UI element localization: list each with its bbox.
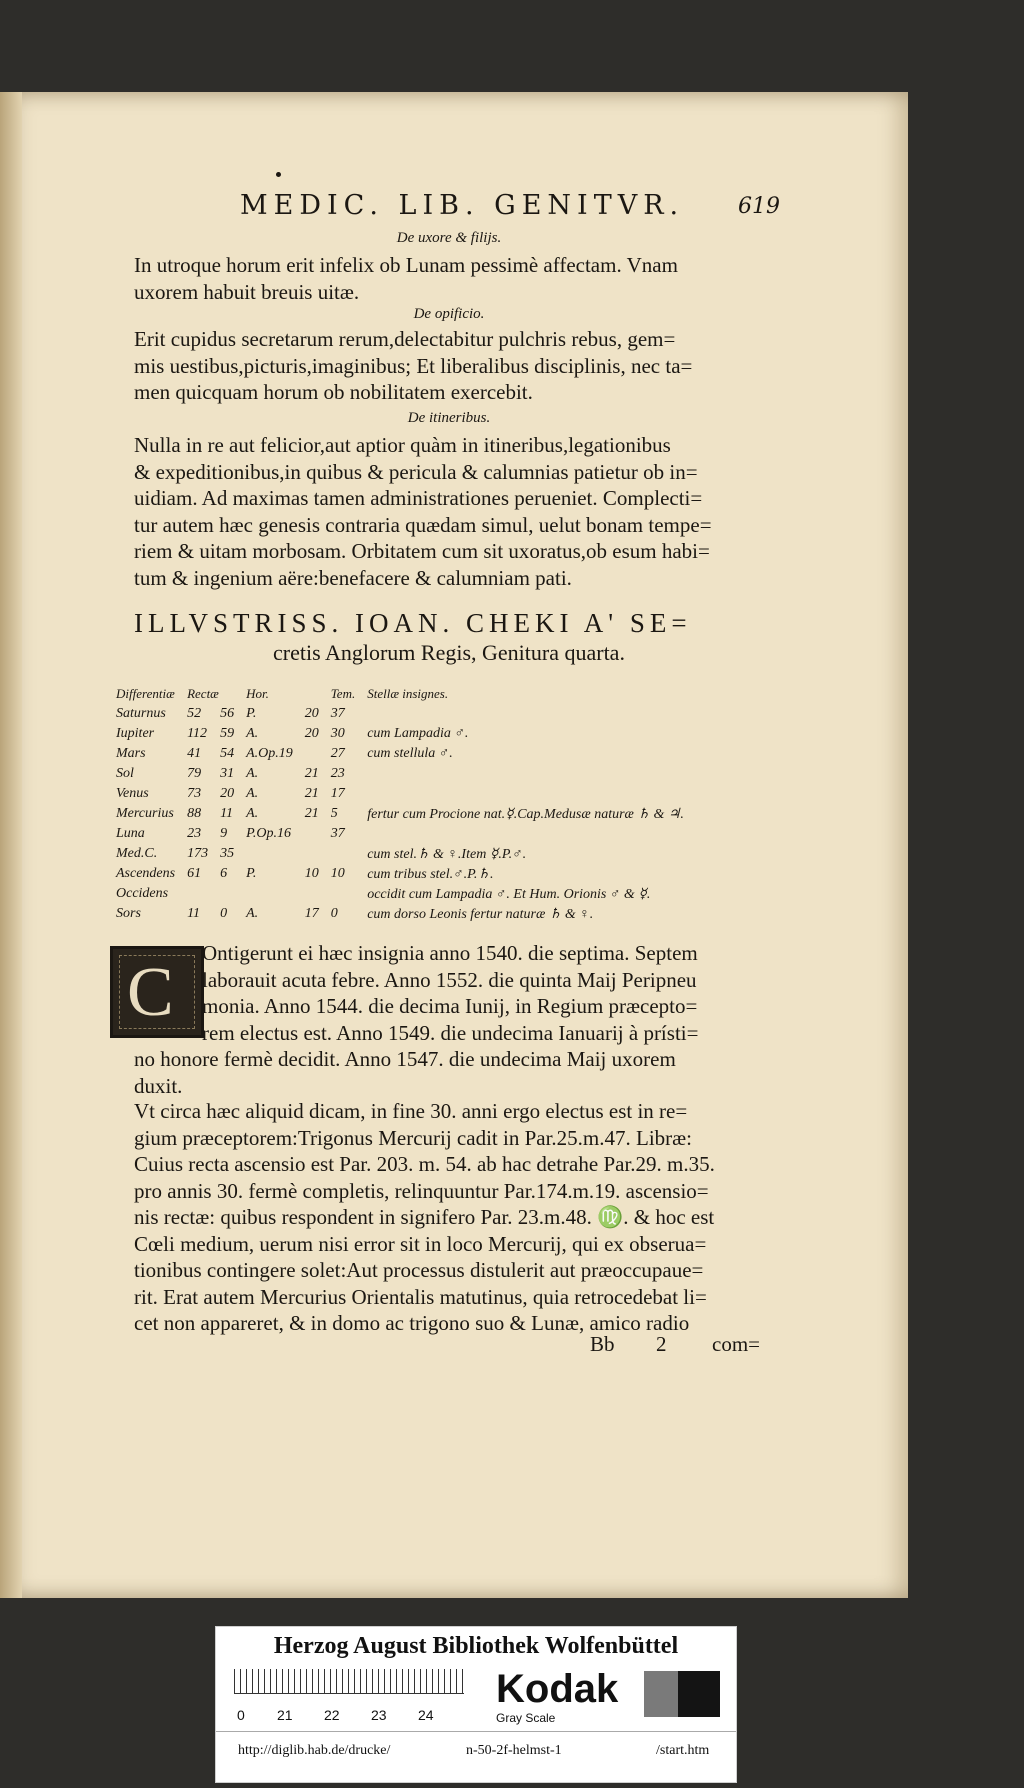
ruler-number: 23 [371,1707,387,1723]
text-line: In utroque horum erit infelix ob Lunam pessimè affectam. Vnam [134,253,678,277]
column-header: Tem. [330,686,356,701]
row-label: Med.C. [116,846,158,861]
table-cell [240,844,299,864]
column-header: Rectæ [187,686,219,701]
row-note [361,704,690,724]
text-line: tionibus contingere solet:Aut processus distulerit aut præoccupaue= [134,1258,704,1282]
table-cell: 20 [220,786,235,801]
page-gutter [0,92,22,1598]
text-line: no honore fermè decidit. Anno 1547. die undecima Maij uxorem [134,1047,676,1071]
table-cell: A. [246,766,259,781]
row-label: Occidens [116,886,169,901]
row-note: cum Lampadia ♂. [367,726,469,741]
table-cell: 37 [330,706,345,721]
gray-swatch [644,1671,678,1717]
text-line: duxit. [134,1073,183,1098]
text-line: pro annis 30. fermè completis, relinquuntur Par.174.m.19. ascensio= [134,1178,709,1203]
ruler-number: 24 [418,1707,434,1723]
table-cell: 52 [187,706,202,721]
table-cell: 17 [304,906,319,921]
table-cell: 11 [220,806,234,821]
row-note [361,784,690,804]
column-header: Differentiæ [116,686,175,701]
table-cell: A. [246,726,259,741]
table-cell: 35 [220,846,235,861]
table-cell: 31 [220,766,235,781]
text-line: rit. Erat autem Mercurius Orientalis matutinus, quia retrocedebat li= [134,1284,707,1309]
table-cell: 17 [330,786,345,801]
text-line: Cœli medium, uerum nisi error sit in loco Mercurij, qui ex obserua= [134,1231,707,1256]
row-label: Venus [116,786,149,801]
table-cell: P.Op.16 [246,826,291,841]
row-label: Sol [116,766,134,781]
text-line: cet non appareret, & in domo ac trigono suo & Lunæ, amico radio [134,1311,690,1335]
row-label: Luna [116,826,145,841]
table-cell: A. [246,786,259,801]
text-line: nis rectæ: quibus respondent in signifero Par. 23.m.48. ♍. & hoc est [134,1205,715,1229]
signature-number: 2 [656,1332,667,1356]
text-line: Cuius recta ascensio est Par. 203. m. 54. ab hac detrahe Par.29. m.35. [134,1152,715,1176]
url-id[interactable]: n-50-2f-helmst-1 [466,1743,562,1758]
table-row [110,764,690,784]
paragraph [134,1098,764,1337]
table-cell: 10 [330,866,345,881]
text-line: uidiam. Ad maximas tamen administrationes perueniet. Complecti= [134,486,703,510]
text-line: gium præceptorem:Trigonus Mercurij cadit in Par.25.m.47. Libræ: [134,1125,692,1150]
page-number: 619 [738,194,780,219]
table-cell: 9 [220,826,228,841]
genitura-table [110,684,690,924]
text-line: laborauit acuta febre. Anno 1552. die quinta Maij Peripneu [202,967,697,992]
genitura-subtitle: cretis Anglorum Regis, Genitura quarta. [273,640,625,665]
table-cell: 27 [330,746,345,761]
catchword: com= [712,1332,760,1356]
ruler-number: 22 [324,1707,340,1723]
initial-letter: C [127,954,174,1031]
url-page[interactable]: /start.htm [656,1743,710,1758]
table-row [110,804,690,824]
table-cell: A. [246,906,259,921]
table-cell: 61 [187,866,202,881]
table-cell: 88 [187,806,202,821]
table-row [110,784,690,804]
ruler-scale [234,1669,464,1693]
column-header: Hor. [246,686,269,701]
row-note: fertur cum Procione nat.☿.Cap.Medusæ naturæ ♄ & ♃. [367,806,684,822]
url-base[interactable]: http://diglib.hab.de/drucke/ [238,1743,391,1758]
table-cell: 54 [220,746,235,761]
table-cell: 21 [304,786,319,801]
text-line: rem electus est. Anno 1549. die undecima Ianuarij à prísti= [202,1020,699,1045]
section-heading: De itineribus. [407,410,491,426]
table-row [110,704,690,724]
black-swatch [678,1671,720,1717]
paragraph [134,432,764,591]
text-line: Nulla in re aut felicior,aut aptior quàm in itineribus,legationibus [134,433,671,457]
section-heading: De uxore & filijs. [396,230,502,246]
paragraph [134,326,764,406]
table-cell: 73 [187,786,202,801]
table-row [110,864,690,884]
row-note [361,764,690,784]
table-cell: 59 [220,726,235,741]
table-cell: 79 [187,766,202,781]
table-cell [181,884,214,904]
table-row [110,744,690,764]
running-head: MEDIC. LIB. GENITVR. [240,190,685,221]
table-cell: A. [246,806,259,821]
text-line: tur autem hæc genesis contraria quædam simul, uelut bonam tempe= [134,512,712,537]
text-line: monia. Anno 1544. die decima Iunij, in Regium præcepto= [202,994,698,1018]
text-line: & expeditionibus,in quibus & pericula & calumnias patietur ob in= [134,459,698,484]
row-note [361,824,690,844]
card-divider [216,1731,736,1732]
table-cell: 56 [220,706,235,721]
row-note: cum stellula ♂. [367,746,453,761]
ruler-baseline [234,1693,464,1694]
text-line: Ontigerunt ei hæc insignia anno 1540. die septima. Septem [202,941,698,965]
row-note: occidit cum Lampadia ♂. Et Hum. Orionis ♂ & ☿. [367,886,651,902]
table-cell: 0 [330,906,338,921]
paragraph [134,252,764,305]
table-cell: 37 [330,826,345,841]
ruler-number: 0 [237,1707,245,1723]
table-row [110,724,690,744]
text-line: riem & uitam morbosam. Orbitatem cum sit uxoratus,ob esum habi= [134,539,710,563]
signature-mark: Bb [590,1332,615,1356]
paragraph [134,1020,764,1100]
table-cell: 20 [304,726,319,741]
ruler-number: 21 [277,1707,293,1723]
table-row [110,844,690,864]
row-note: cum dorso Leonis fertur naturæ ♄ & ♀. [367,906,594,922]
table-cell: 41 [187,746,202,761]
table-cell: 30 [330,726,345,741]
column-header: Stellæ insignes. [367,686,449,701]
text-line: Vt circa hæc aliquid dicam, in fine 30. anni ergo electus est in re= [134,1099,688,1123]
row-label: Mercurius [116,806,174,821]
genitura-title: ILLVSTRISS. IOAN. CHEKI A' SE= [134,608,692,638]
table-cell: 11 [187,906,201,921]
table-cell [299,744,325,764]
table-row [110,884,690,904]
table-cell [240,884,299,904]
kodak-logo: Kodak [496,1667,619,1711]
ink-dot [276,172,281,177]
scan-target-card [215,1626,737,1783]
row-note: cum tribus stel.♂.P.♄. [367,866,494,882]
table-cell: A.Op.19 [246,746,293,761]
section-heading: De opificio. [413,306,485,322]
table-cell: 20 [304,706,319,721]
table-row [110,824,690,844]
text-line: mis uestibus,picturis,imaginibus; Et liberalibus disciplinis, nec ta= [134,353,693,378]
table-cell: 21 [304,766,319,781]
table-cell: 6 [220,866,228,881]
table-row [110,904,690,924]
table-cell: 10 [304,866,319,881]
table-cell [325,884,361,904]
table-cell [299,884,325,904]
table-cell: 0 [220,906,228,921]
text-line: tum & ingenium aëre:benefacere & calumniam pati. [134,565,572,590]
library-name: Herzog August Bibliothek Wolfenbüttel [273,1633,679,1659]
table-cell: P. [246,706,257,721]
row-label: Mars [116,746,146,761]
text-line: uxorem habuit breuis uitæ. [134,279,360,304]
text-line: Erit cupidus secretarum rerum,delectabitur pulchris rebus, gem= [134,327,676,351]
row-label: Ascendens [116,866,176,881]
table-cell: 21 [304,806,319,821]
table-cell [214,884,240,904]
table-cell [299,844,325,864]
table-cell [299,824,325,844]
table-cell: 173 [187,846,209,861]
row-label: Saturnus [116,706,166,721]
row-label: Iupiter [116,726,155,741]
row-note: cum stel.♄ & ♀.Item ☿.P.♂. [367,846,527,862]
row-label: Sors [116,906,141,921]
gray-scale-label: Gray Scale [496,1711,556,1725]
table-header-row [110,684,690,704]
table-cell: P. [246,866,257,881]
table-cell: 112 [187,726,208,741]
table-cell [325,844,361,864]
paragraph [202,940,764,1020]
page-header [240,190,780,230]
table-cell: 23 [187,826,202,841]
table-cell: 23 [330,766,345,781]
text-line: men quicquam horum ob nobilitatem exercebit. [134,380,533,404]
table-cell: 5 [330,806,338,821]
